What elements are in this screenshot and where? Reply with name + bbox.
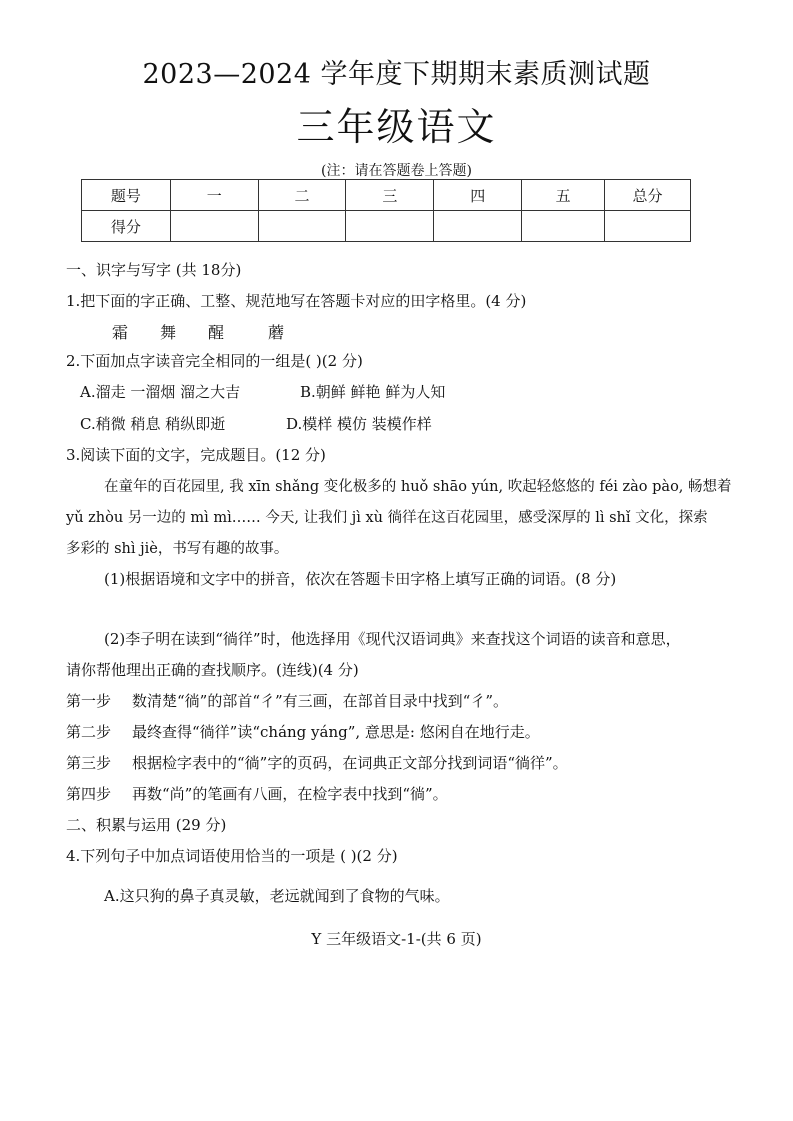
passage-line: 在童年的百花园里, 我 xīn shǎng 变化极多的 huǒ shāo yún, 吹起轻悠悠的 féi zào pào, 畅想着 [104, 479, 732, 495]
q2-option-a: A.溜走 一溜烟 溜之大吉 [80, 383, 241, 401]
q1-char: 舞 [160, 323, 177, 342]
score-header-cell: 总分 [605, 180, 691, 211]
score-table [81, 179, 691, 242]
score-table-score-row [82, 211, 691, 242]
q3-sub2: (2)李子明在读到“徜徉”时，他选择用《现代汉语词典》来查找这个词语的读音和意思， [104, 630, 681, 648]
q1-text: 1.把下面的字正确、工整、规范地写在答题卡对应的田字格里。(4 分) [66, 292, 527, 310]
score-header-cell: 四 [434, 180, 522, 211]
q4-option-a: A.这只狗的鼻子真灵敏，老远就闻到了食物的气味。 [104, 887, 450, 905]
step-label: 第三步 [66, 754, 112, 772]
q3-sub2: 请你帮他理出正确的查找顺序。(连线)(4 分) [66, 661, 359, 679]
score-cell [522, 211, 605, 242]
score-row-label: 得分 [82, 211, 171, 242]
step-text: 数清楚“徜”的部首“彳”有三画，在部首目录中找到“彳”。 [132, 692, 509, 710]
score-header-cell: 题号 [82, 180, 171, 211]
section1-heading: 一、识字与写字 (共 18分) [66, 261, 242, 279]
step-label: 第四步 [66, 785, 112, 803]
score-header-cell: 三 [346, 180, 434, 211]
q1-char: 霜 [112, 323, 129, 342]
q2-option-b: B.朝鲜 鲜艳 鲜为人知 [300, 383, 446, 401]
step-label: 第一步 [66, 692, 112, 710]
step-text: 最终查得“徜徉”读“cháng yáng”, 意思是: 悠闲自在地行走。 [132, 723, 540, 741]
passage-line: 多彩的 shì jiè，书写有趣的故事。 [66, 541, 289, 557]
q2-option-c: C.稍微 稍息 稍纵即逝 [80, 415, 226, 433]
score-cell [170, 211, 258, 242]
q1-char: 醒 [208, 323, 225, 342]
q3-sub1: (1)根据语境和文字中的拼音，依次在答题卡田字格上填写正确的词语。(8 分) [104, 570, 617, 588]
exam-title: 2023—2024 学年度下期期末素质测试题 [142, 59, 651, 90]
step-text: 再数“尚”的笔画有八画，在检字表中找到“徜”。 [132, 785, 448, 803]
answer-note: (注：请在答题卷上答题) [321, 163, 472, 179]
score-header-cell: 二 [258, 180, 346, 211]
score-header-cell: 一 [170, 180, 258, 211]
score-cell [346, 211, 434, 242]
score-table-header-row [82, 180, 691, 211]
step-label: 第二步 [66, 723, 112, 741]
q1-char: 蘑 [268, 323, 285, 342]
q3-text: 3.阅读下面的文字，完成题目。(12 分) [66, 446, 326, 464]
q2-text: 2.下面加点字读音完全相同的一组是( )(2 分) [66, 352, 363, 370]
passage-line: yǔ zhòu 另一边的 mì mì…… 今天, 让我们 jì xù 徜徉在这百花园里，感受深厚的 lì shǐ 文化，探索 [66, 510, 708, 526]
subject-title: 三年级语文 [296, 105, 497, 149]
page-footer: Y 三年级语文-1-(共 6 页) [311, 930, 482, 948]
score-header-cell: 五 [522, 180, 605, 211]
q4-text: 4.下列句子中加点词语使用恰当的一项是 ( )(2 分) [66, 847, 398, 865]
score-cell [605, 211, 691, 242]
score-cell [258, 211, 346, 242]
score-cell [434, 211, 522, 242]
section2-heading: 二、积累与运用 (29 分) [66, 816, 227, 834]
step-text: 根据检字表中的“徜”字的页码，在词典正文部分找到词语“徜徉”。 [132, 754, 568, 772]
q2-option-d: D.模样 模仿 装模作样 [286, 415, 432, 433]
